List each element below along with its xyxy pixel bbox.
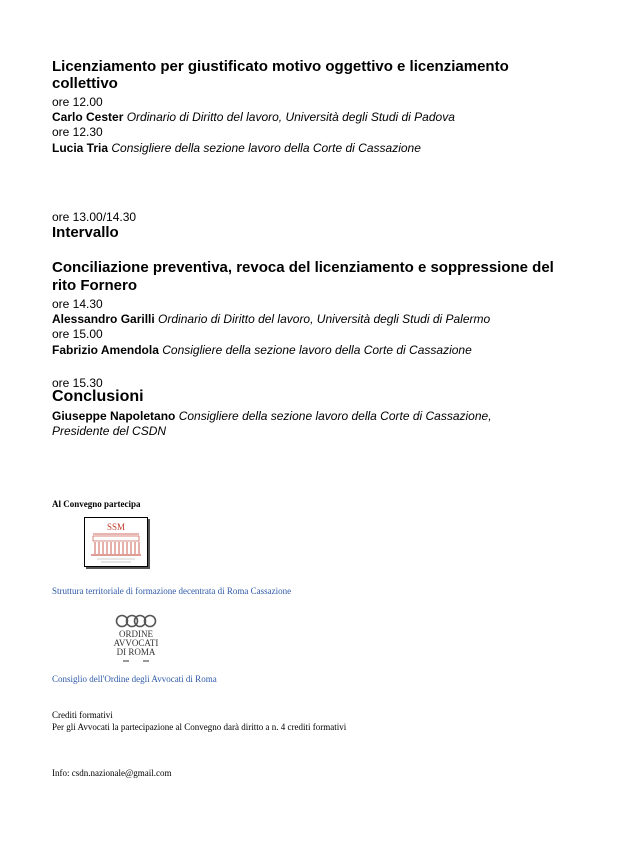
speaker-role: Ordinario di Diritto del lavoro, Università degli Studi di Palermo (158, 312, 491, 326)
oar-emblem-icon (105, 613, 167, 665)
session1-title-line2: collettivo (52, 75, 118, 92)
conclusions-role-line2: Presidente del CSDN (52, 424, 167, 438)
ssm-logo-text: SSM (106, 522, 126, 532)
speaker-name: Fabrizio Amendola (52, 343, 159, 357)
session1-talk2-time: ore 12.30 (52, 125, 103, 139)
session2-title-line1: Conciliazione preventiva, revoca del licenziamento e soppressione del (52, 259, 554, 276)
credits-heading: Crediti formativi (52, 710, 113, 720)
break-label: Intervallo (52, 224, 119, 241)
session2-talk2 (52, 343, 472, 357)
session1-title-line1: Licenziamento per giustificato motivo oggettivo e licenziamento (52, 58, 509, 75)
session2-talk1-time: ore 14.30 (52, 297, 103, 311)
credits-text: Per gli Avvocati la partecipazione al Convegno darà diritto a n. 4 crediti formativi (52, 722, 347, 732)
speaker-role: Ordinario di Diritto del lavoro, Università degli Studi di Padova (126, 110, 455, 124)
ssm-logo (84, 517, 148, 567)
participants-heading: Al Convegno partecipa (52, 499, 141, 509)
session1-talk1 (52, 110, 455, 124)
oar-logo-line3: DI ROMA (116, 647, 156, 657)
speaker-name: Giuseppe Napoletano (52, 409, 176, 423)
oar-logo (105, 613, 167, 665)
speaker-role: Consigliere della sezione lavoro della Corte di Cassazione (111, 141, 421, 155)
oar-caption: Consiglio dell'Ordine degli Avvocati di Roma (52, 674, 217, 684)
session2-talk2-time: ore 15.00 (52, 327, 103, 341)
speaker-name: Carlo Cester (52, 110, 124, 124)
session2-talk1 (52, 312, 490, 326)
conclusions-speaker (52, 409, 492, 423)
speaker-name: Lucia Tria (52, 141, 109, 155)
conclusions-label: Conclusioni (52, 388, 144, 405)
oar-logo-line2: AVVOCATI (113, 638, 159, 648)
session2-title-line2: rito Fornero (52, 277, 137, 294)
break-time: ore 13.00/14.30 (52, 210, 137, 224)
speaker-name: Alessandro Garilli (52, 312, 155, 326)
session1-talk2 (52, 141, 421, 155)
conclusions-time: ore 15.30 (52, 376, 103, 390)
session1-talk1-time: ore 12.00 (52, 95, 103, 109)
ssm-emblem-icon (85, 518, 147, 566)
speaker-role: Consigliere della sezione lavoro della Corte di Cassazione (162, 343, 472, 357)
ssm-caption: Struttura territoriale di formazione decentrata di Roma Cassazione (52, 586, 292, 596)
speaker-role: Consigliere della sezione lavoro della Corte di Cassazione, (178, 409, 492, 423)
info-email: Info: csdn.nazionale@gmail.com (52, 768, 172, 778)
oar-logo-line1: ORDINE (119, 629, 153, 639)
